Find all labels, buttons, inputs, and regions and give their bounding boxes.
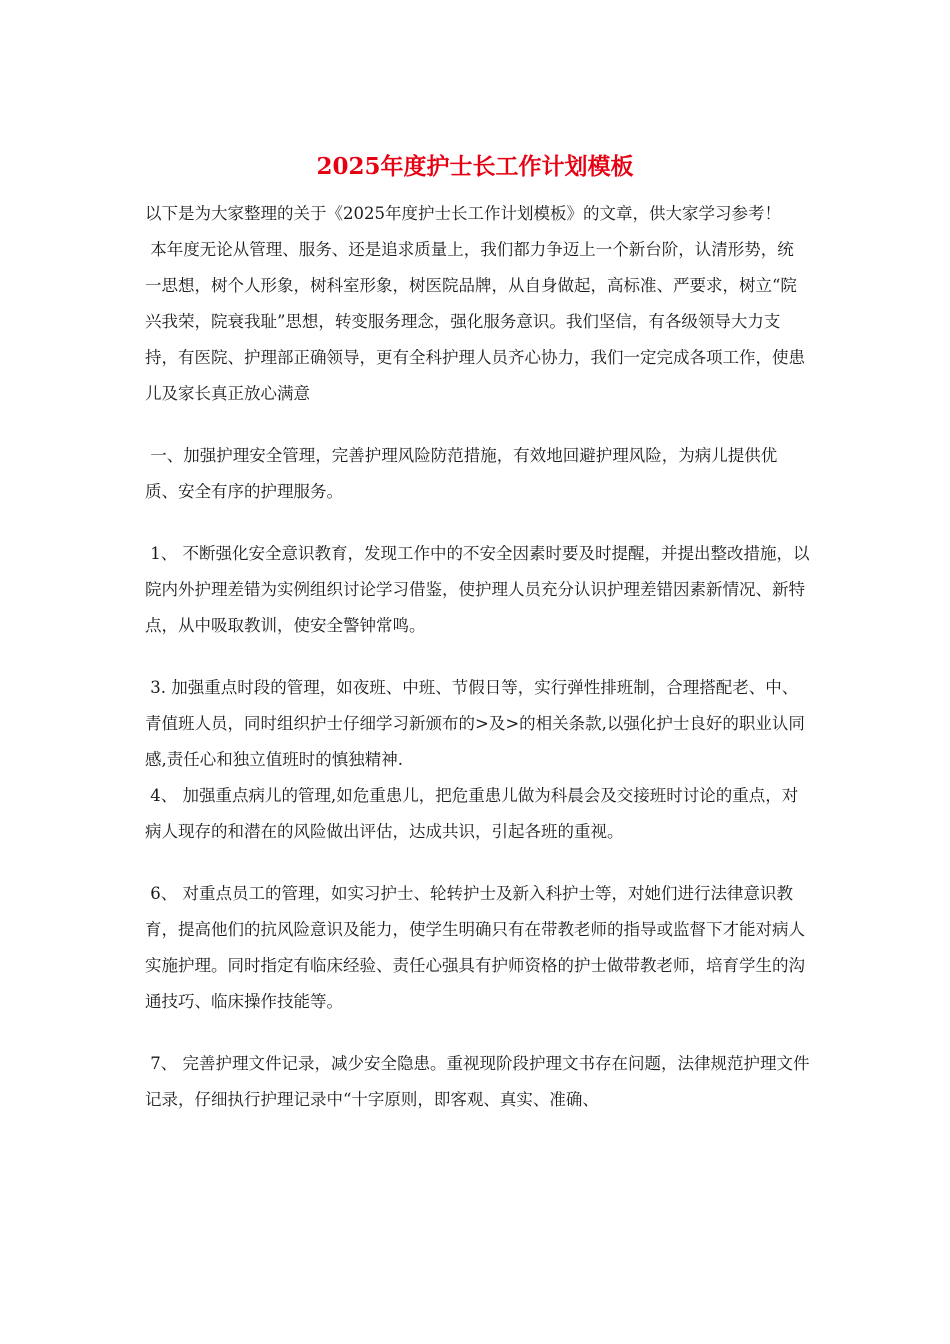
overview-paragraph: 本年度无论从管理、服务、还是追求质量上，我们都力争迈上一个新台阶，认清形势，统一思想，树个人形象，树科室形象，树医院品牌，从自身做起，高标准、严要求，树立“院兴我荣，院衰我耻”思想，转变服务理念，强化服务意识。我们坚信，有各级领导大力支持，有医院、护理部正确领导，更有全科护理人员齐心协力，我们一定完成各项工作，使患儿及家长真正放心满意 bbox=[145, 240, 805, 403]
paragraph-gap bbox=[145, 850, 810, 876]
document-body bbox=[145, 196, 810, 1118]
item-7-paragraph: 7、 完善护理文件记录，减少安全隐患。重视现阶段护理文书存在问题，法律规范护理文件记录，仔细执行护理记录中“十字原则，即客观、真实、准确、 bbox=[145, 1054, 810, 1109]
document-title: 2025年度护士长工作计划模板 bbox=[316, 153, 634, 180]
paragraph-gap bbox=[145, 412, 810, 438]
paragraph-gap bbox=[145, 510, 810, 536]
paragraph-gap bbox=[145, 1020, 810, 1046]
item-1-paragraph: 1、 不断强化安全意识教育，发现工作中的不安全因素时要及时提醒，并提出整改措施，以院内外护理差错为实例组织讨论学习借鉴，使护理人员充分认识护理差错因素新情况、新特点，从中吸取教训，使安全警钟常鸣。 bbox=[145, 544, 810, 635]
item-4-paragraph: 4、 加强重点病儿的管理,如危重患儿，把危重患儿做为科晨会及交接班时讨论的重点，对病人现存的和潜在的风险做出评估，达成共识，引起各班的重视。 bbox=[145, 786, 799, 841]
item-6-paragraph: 6、 对重点员工的管理，如实习护士、轮转护士及新入科护士等，对她们进行法律意识教育，提高他们的抗风险意识及能力，使学生明确只有在带教老师的指导或监督下才能对病人实施护理。同时指定有临床经验、责任心强具有护师资格的护士做带教老师，培育学生的沟通技巧、临床操作技能等。 bbox=[145, 884, 805, 1011]
item-3-paragraph: 3. 加强重点时段的管理，如夜班、中班、节假日等，实行弹性排班制，合理搭配老、中、青值班人员，同时组织护士仔细学习新颁布的>及>的相关条款,以强化护士良好的职业认同感,责任心和独立值班时的慎独精神. bbox=[145, 678, 805, 769]
section-1-heading: 一、加强护理安全管理，完善护理风险防范措施，有效地回避护理风险，为病儿提供优质、安全有序的护理服务。 bbox=[145, 446, 778, 501]
intro-paragraph: 以下是为大家整理的关于《2025年度护士长工作计划模板》的文章，供大家学习参考！ bbox=[145, 204, 781, 223]
paragraph-gap bbox=[145, 644, 810, 670]
